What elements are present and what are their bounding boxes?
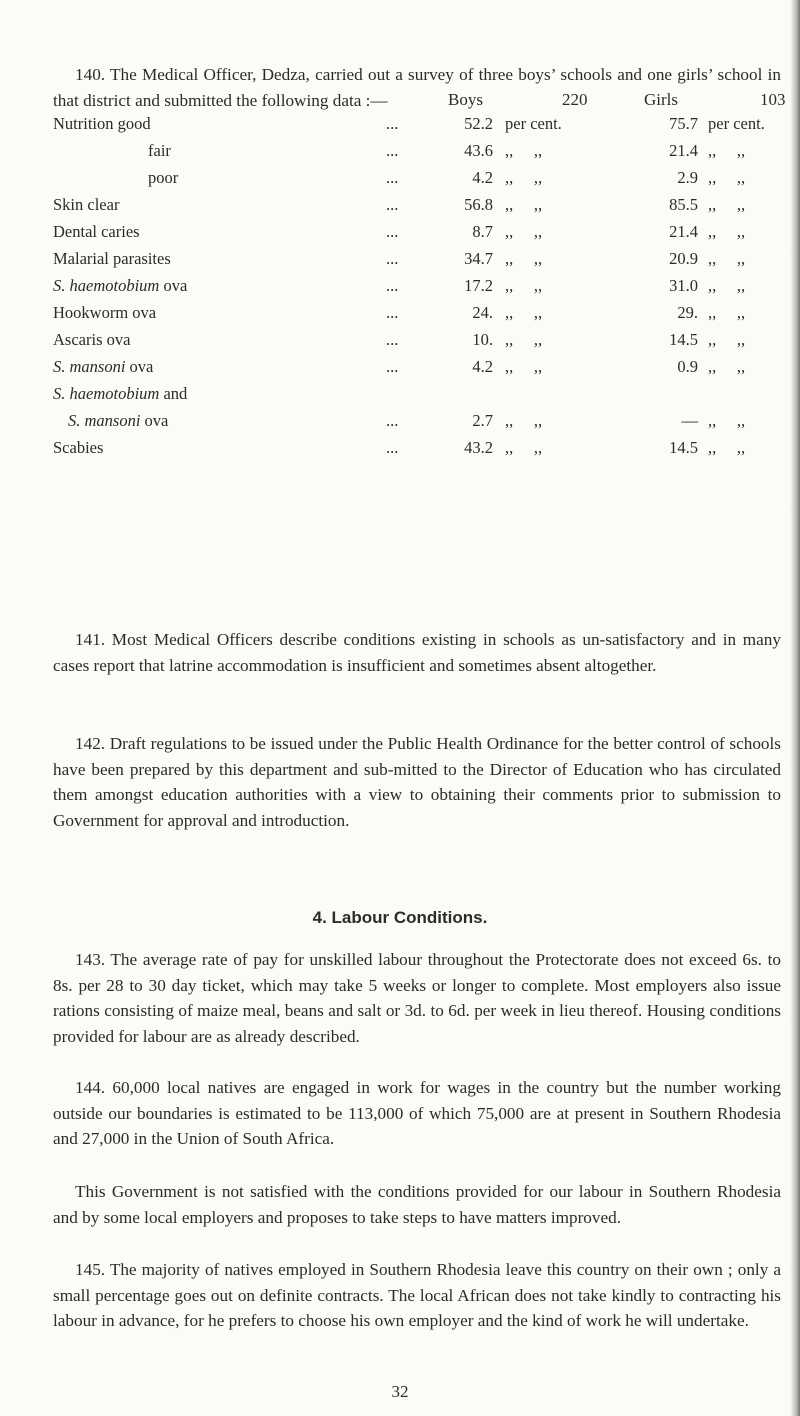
table-row (53, 330, 783, 352)
girls-unit: ,, ,, (708, 141, 746, 160)
girls-unit: ,, ,, (708, 303, 746, 322)
paragraph-143: 143. The average rate of pay for unskilled labour throughout the Protectorate does not exceed 6s. to 8s. per 28 to 30 day ticket, which may take 5 weeks or longer to complete. Most employers also issue rations consisting of maize meal, beans and salt or 3d. to 6d. per week in lieu thereof. Housing conditions provided for labour are as already described. (53, 950, 781, 1046)
boys-unit: ,, ,, (505, 222, 543, 241)
row-leader-dots: ... (386, 168, 399, 187)
table-row (53, 357, 783, 379)
table-row (53, 222, 783, 244)
row-label: S. mansoni ova (53, 357, 154, 376)
table-row (53, 249, 783, 271)
boys-value: 43.6 (464, 141, 493, 160)
boys-value: 34.7 (464, 249, 493, 268)
row-label: S. haemotobium ova (53, 276, 188, 295)
girls-unit: ,, ,, (708, 438, 746, 457)
girls-unit: ,, ,, (708, 222, 746, 241)
boys-unit: ,, ,, (505, 276, 543, 295)
row-label: Nutrition good (53, 114, 151, 133)
row-leader-dots: ... (386, 411, 399, 430)
girls-value: 20.9 (669, 249, 698, 268)
girls-value: 29. (677, 303, 698, 322)
girls-header: Girls (644, 90, 678, 109)
girls-value: 14.5 (669, 330, 698, 349)
table-row (53, 195, 783, 217)
girls-unit: ,, ,, (708, 249, 746, 268)
boys-unit: ,, ,, (505, 195, 543, 214)
girls-value: 85.5 (669, 195, 698, 214)
row-label: Scabies (53, 438, 104, 457)
girls-count: 103 (760, 90, 786, 109)
row-label: Dental caries (53, 222, 140, 241)
row-label: Skin clear (53, 195, 120, 214)
girls-value: 21.4 (669, 222, 698, 241)
row-leader-dots: ... (386, 195, 399, 214)
row-label-continued: S. mansoni ova (68, 411, 169, 430)
boys-unit: ,, ,, (505, 141, 543, 160)
row-label: fair (148, 141, 171, 160)
boys-unit: ,, ,, (505, 357, 543, 376)
row-label: Ascaris ova (53, 330, 131, 349)
row-label: Malarial parasites (53, 249, 171, 268)
boys-unit: ,, ,, (505, 249, 543, 268)
girls-value: 2.9 (677, 168, 698, 187)
row-leader-dots: ... (386, 222, 399, 241)
girls-value: 75.7 (669, 114, 698, 133)
table-row (53, 168, 783, 190)
boys-unit: ,, ,, (505, 438, 543, 457)
row-leader-dots: ... (386, 114, 399, 133)
girls-value: 14.5 (669, 438, 698, 457)
boys-count: 220 (562, 90, 588, 109)
girls-value: — (681, 411, 698, 430)
girls-unit: ,, ,, (708, 168, 746, 187)
girls-unit: ,, ,, (708, 195, 746, 214)
page-edge-shadow (790, 0, 800, 1416)
boys-value: 10. (472, 330, 493, 349)
table-row (53, 303, 783, 325)
boys-value: 24. (472, 303, 493, 322)
girls-unit: ,, ,, (708, 330, 746, 349)
paragraph-141: 141. Most Medical Officers describe conditions existing in schools as un-satisfactory and in many cases report that latrine accommodation is insufficient and sometimes absent altogether. (53, 630, 781, 675)
girls-unit: ,, ,, (708, 357, 746, 376)
row-leader-dots: ... (386, 276, 399, 295)
boys-value: 4.2 (472, 168, 493, 187)
boys-header: Boys (448, 90, 483, 109)
girls-unit: per cent. (708, 114, 765, 133)
boys-value: 52.2 (464, 114, 493, 133)
girls-unit: ,, ,, (708, 411, 746, 430)
row-label: Hookworm ova (53, 303, 157, 322)
boys-value: 43.2 (464, 438, 493, 457)
boys-unit: ,, ,, (505, 411, 543, 430)
row-leader-dots: ... (386, 303, 399, 322)
girls-value: 0.9 (677, 357, 698, 376)
table-row (53, 141, 783, 163)
boys-value: 56.8 (464, 195, 493, 214)
table-row (53, 438, 783, 460)
boys-value: 17.2 (464, 276, 493, 295)
boys-unit: ,, ,, (505, 303, 543, 322)
row-leader-dots: ... (386, 141, 399, 160)
row-leader-dots: ... (386, 249, 399, 268)
paragraph-142: 142. Draft regulations to be issued under the Public Health Ordinance for the better control of schools have been prepared by this department and sub-mitted to the Director of Education who has circulated them amongst education authorities with a view to obtaining their comments prior to submission to Government for approval and introduction. (53, 734, 781, 830)
table-row (53, 276, 783, 298)
row-leader-dots: ... (386, 438, 399, 457)
boys-value: 4.2 (472, 357, 493, 376)
page-number: 32 (391, 1382, 409, 1401)
girls-value: 31.0 (669, 276, 698, 295)
paragraph-140: 140. The Medical Officer, Dedza, carried out a survey of three boys’ schools and one girls’ school in that district and submitted the following data :— (53, 65, 781, 110)
boys-unit: ,, ,, (505, 330, 543, 349)
girls-unit: ,, ,, (708, 276, 746, 295)
boys-value: 8.7 (472, 222, 493, 241)
row-label: poor (148, 168, 179, 187)
table-row (53, 384, 783, 430)
row-label: S. haemotobium and (53, 384, 188, 403)
boys-value: 2.7 (472, 411, 493, 430)
table-row (53, 114, 783, 136)
boys-unit: per cent. (505, 114, 562, 133)
section-heading-labour: 4. Labour Conditions. (312, 908, 488, 927)
paragraph-145: 145. The majority of natives employed in Southern Rhodesia leave this country on their own ; only a small percentage goes out on definite contracts. The local African does not take kindly to contracting his labour in advance, for he prefers to choose his own employer and the kind of work he will undertake. (53, 1260, 781, 1330)
row-leader-dots: ... (386, 357, 399, 376)
row-leader-dots: ... (386, 330, 399, 349)
paragraph-144-continued: This Government is not satisfied with the conditions provided for our labour in Southern Rhodesia and by some local employers and proposes to take steps to have matters improved. (53, 1182, 781, 1227)
paragraph-144: 144. 60,000 local natives are engaged in work for wages in the country but the number working outside our boundaries is estimated to be 113,000 of which 75,000 are at present in Southern Rhodesia and 27,000 in the Union of South Africa. (53, 1078, 781, 1148)
girls-value: 21.4 (669, 141, 698, 160)
boys-unit: ,, ,, (505, 168, 543, 187)
